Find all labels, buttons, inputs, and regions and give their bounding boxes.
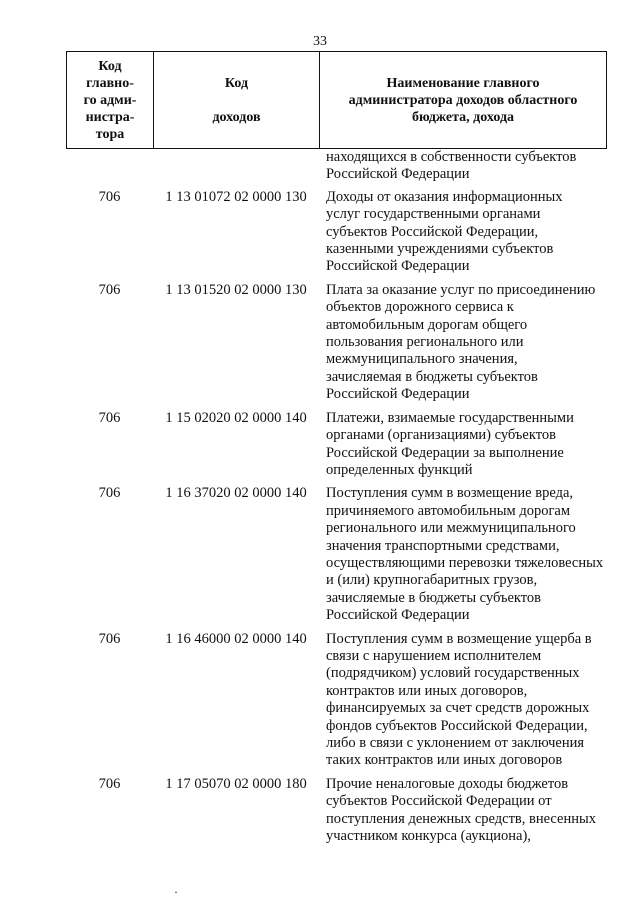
revenue-name-cell: Платежи, взимаемые государственными органами (организациями) субъектов Российской Федерации за выполнение определенных функций — [326, 409, 574, 478]
table-row — [66, 189, 607, 276]
revenue-code-cell: 1 15 02020 02 0000 140 — [165, 409, 307, 426]
admin-code-cell: 706 — [98, 775, 121, 792]
header-name: Наименование главного администратора доходов областного бюджета, дохода — [348, 75, 578, 125]
admin-code-cell: 706 — [98, 630, 121, 647]
revenue-name-cell: Поступления сумм в возмещение ущерба в связи с нарушением исполнителем (подрядчиком) условий государственных контрактов или иных договоров, финансируемых за счет средств дорожных фондов субъектов Российской Федерации, либо в связи с уклонением от заключения таких контрактов или иных договоров — [326, 630, 592, 769]
revenue-name-cell: находящихся в собственности субъектов Российской Федерации — [326, 149, 577, 183]
admin-code-cell: 706 — [98, 188, 121, 205]
page-number: 33 — [313, 34, 327, 49]
table-row — [66, 282, 607, 404]
revenue-code-cell: 1 13 01072 02 0000 130 — [165, 188, 307, 205]
revenue-name-cell: Поступления сумм в возмещение вреда, причиняемого автомобильным дорогам регионального или межмуниципального значения транспортными средствами, осуществляющими перевозки тяжеловесных и (или) крупногабаритных грузов, зачисляемые в бюджеты субъектов Российской Федерации — [326, 485, 604, 624]
revenue-code-cell: 1 16 37020 02 0000 140 — [165, 485, 307, 502]
table-row — [66, 485, 607, 624]
revenue-name-cell: Прочие неналоговые доходы бюджетов субъектов Российской Федерации от поступления денежных средств, внесенных участником конкурса (аукциона), — [326, 775, 596, 845]
table-row — [66, 410, 607, 480]
admin-code-cell: 706 — [98, 281, 121, 298]
revenue-code-cell: 1 17 05070 02 0000 180 — [165, 775, 307, 792]
admin-code-cell — [66, 149, 153, 184]
table-body — [66, 149, 607, 845]
table-row — [66, 631, 607, 770]
revenue-code-cell: 1 13 01520 02 0000 130 — [165, 281, 307, 298]
revenue-code-cell: 1 16 46000 02 0000 140 — [165, 630, 307, 647]
scan-speck: · — [174, 885, 178, 899]
admin-code-cell: 706 — [98, 485, 121, 502]
table-header — [66, 51, 607, 149]
revenue-code-cell — [153, 149, 319, 184]
admin-code-cell: 706 — [98, 409, 121, 426]
table-row — [66, 776, 607, 846]
header-revenue-code: Код доходов — [154, 52, 320, 148]
revenue-name-cell: Плата за оказание услуг по присоединению объектов дорожного сервиса к автомобильным дорогам общего пользования регионального или межмуниципального значения, зачисляемая в бюджеты субъектов Российской Федерации — [326, 281, 596, 403]
header-admin-code: Код главно- го адми- нистра- тора — [67, 52, 154, 148]
revenue-name-cell: Доходы от оказания информационных услуг государственными органами субъектов Российской Федерации, казенными учреждениями субъектов Российской Федерации — [326, 188, 563, 275]
table-row — [66, 149, 607, 184]
